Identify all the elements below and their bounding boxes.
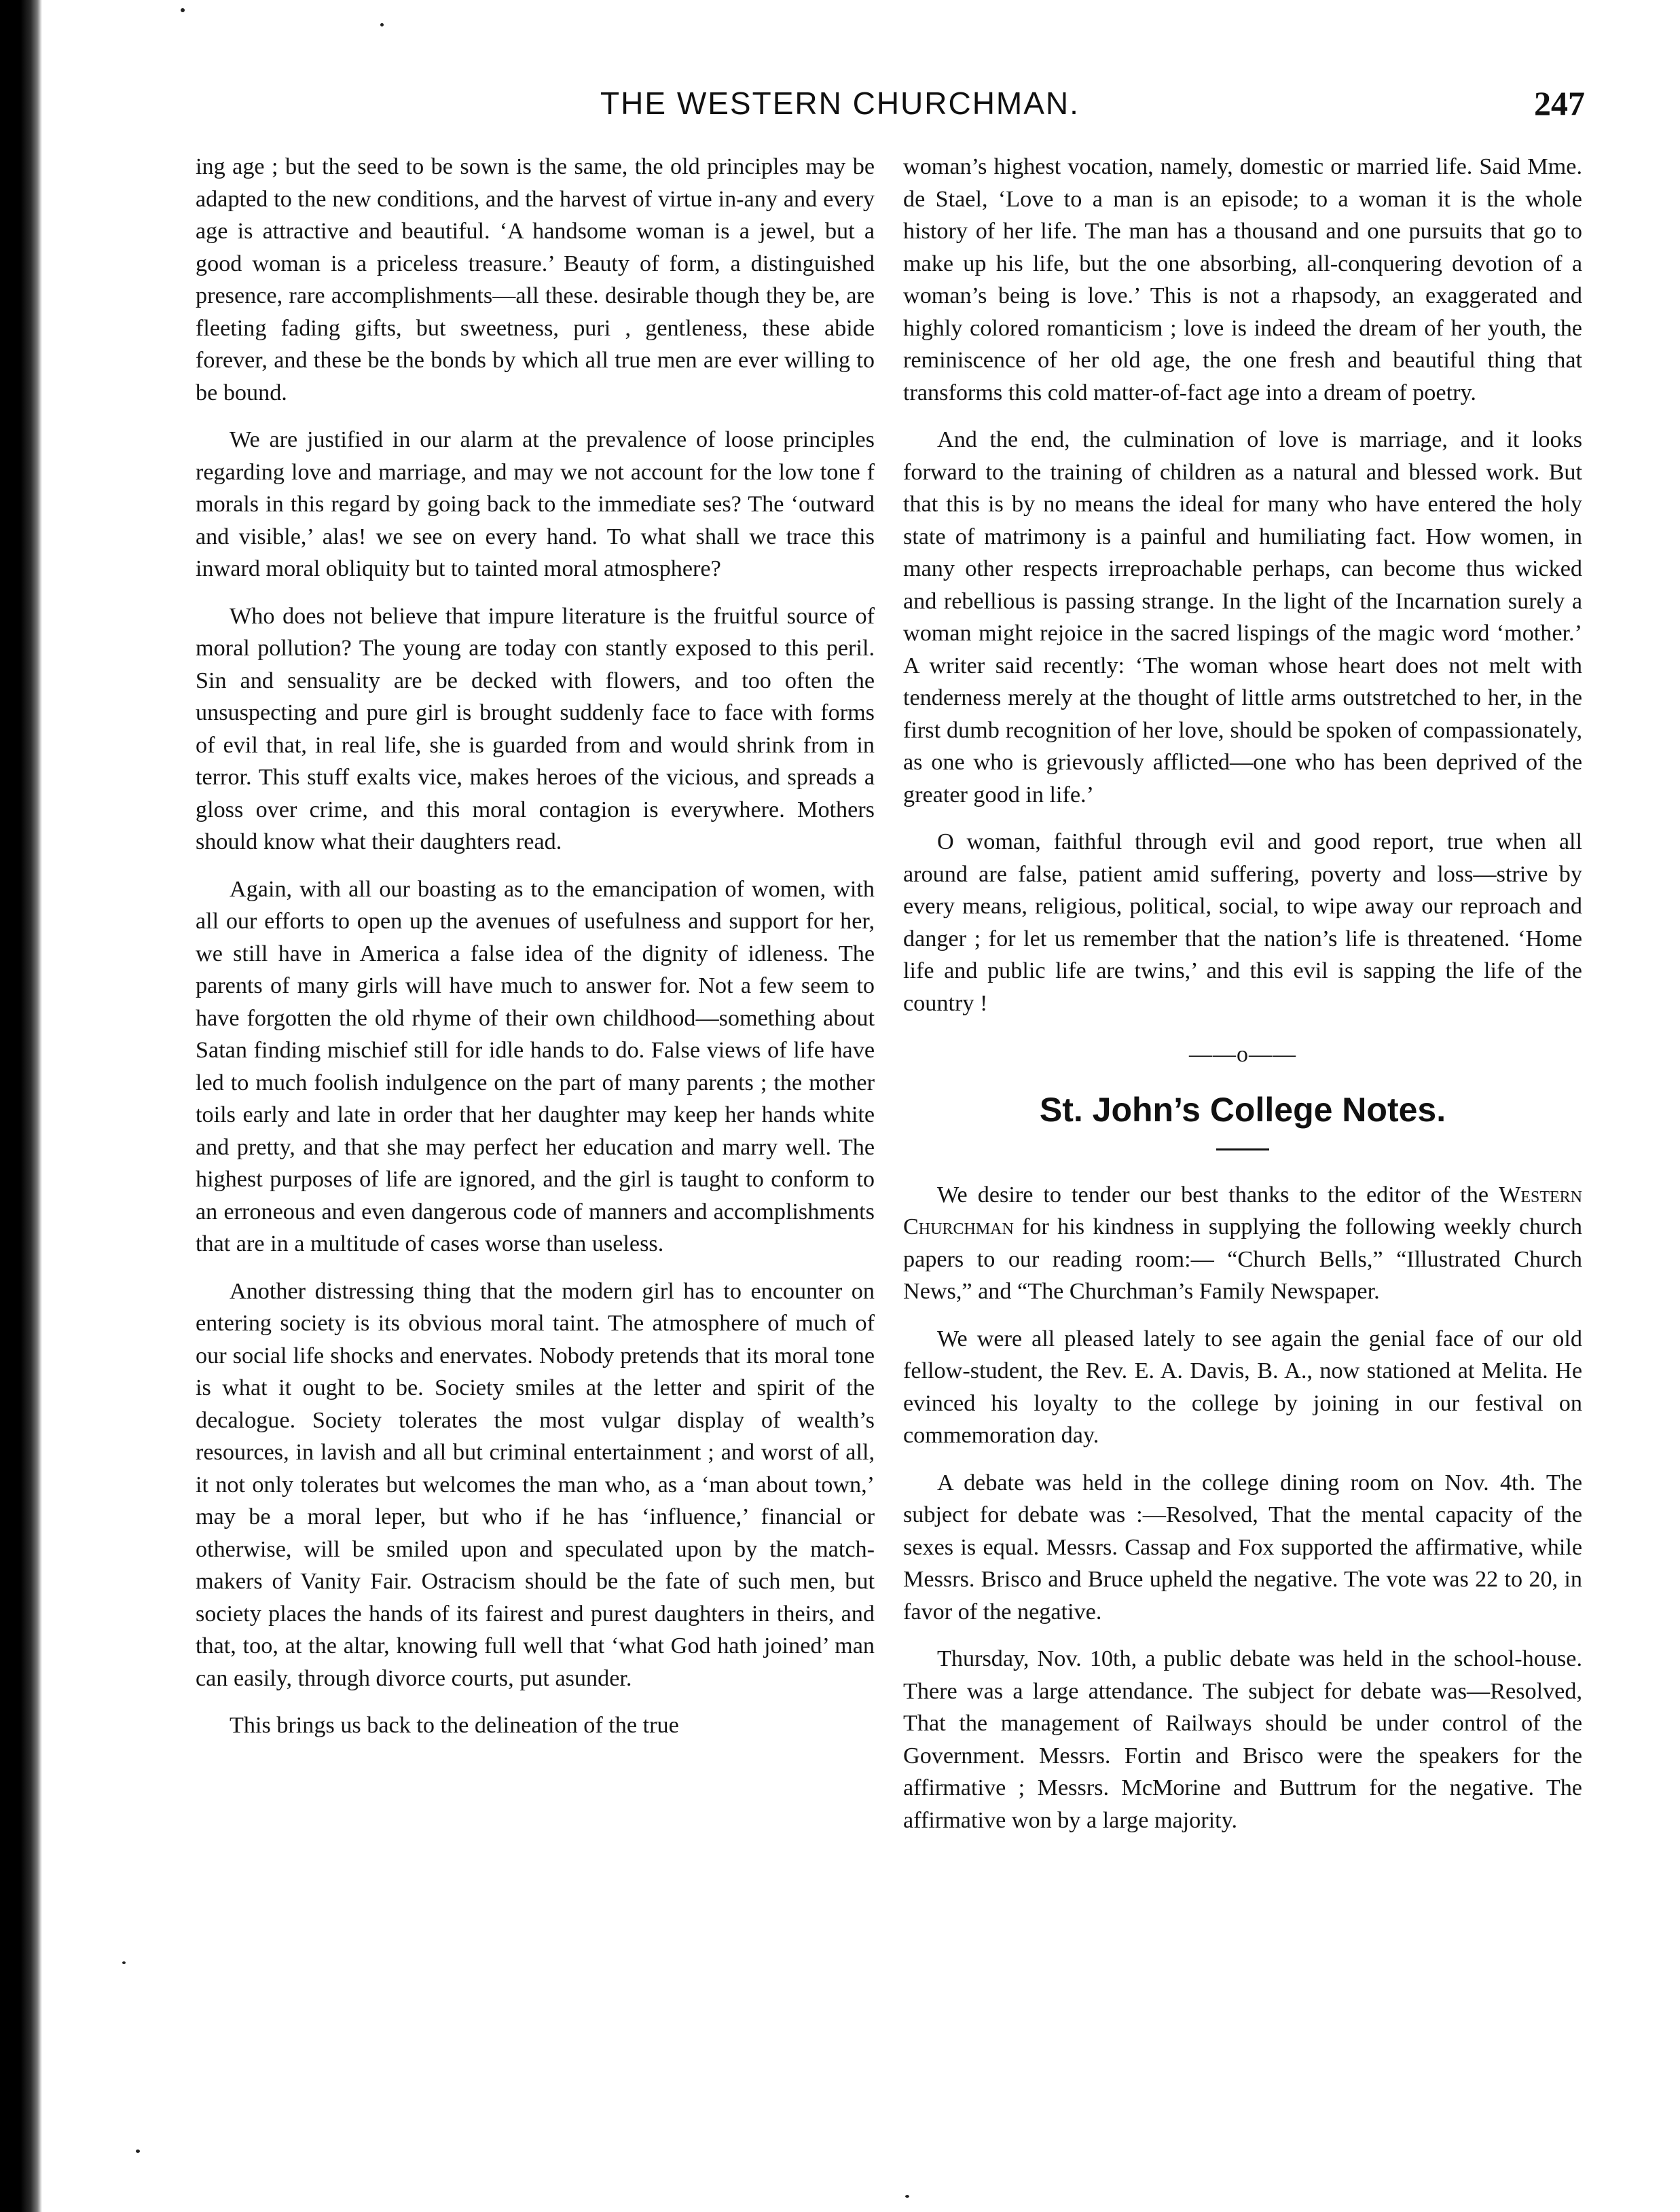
note-text: We desire to tender our best thanks to the editor of the <box>937 1182 1489 1208</box>
note-paragraph: We were all pleased lately to see again the genial face of our old fellow-student, the Rev. E. A. Davis, B. A., now stationed at Melita. He evinced his loyalty to the college by joining in our festival on commemoration day. <box>903 1326 1582 1448</box>
running-title: THE WESTERN CHURCHMAN. <box>600 86 1080 121</box>
note-paragraph: Thursday, Nov. 10th, a public debate was held in the school-house. There was a large attendance. The subject for debate was—Resolved, That the management of Railways should be under control of the Government. Messrs. Fortin and Brisco were the speakers for the affirmative ; Messrs. McMorine and Buttrum for the negative. The affirmative won by a large majority. <box>903 1646 1582 1833</box>
title-rule <box>1216 1148 1269 1150</box>
article-paragraph: And the end, the culmination of love is marriage, and it looks forward to the training of children as a natural and blessed work. But that this is by no means the ideal for many who have entered the holy state of matrimony is a painful and humiliating fact. How women, in many other respects irreproachable perhaps, can become thus wicked and rebellious is passing strange. In the light of the Incarnation surely a woman might rejoice in the sacred lispings of the magic word ‘mother.’ A writer said recently: ‘The woman whose heart does not melt with tenderness merely at the thought of little arms outstretched to her, in the first dumb recognition of her love, should be spoken of compassionately, as one who is grievously afflicted—one who has been deprived of the greater good in life.’ <box>903 427 1582 808</box>
article-paragraph: Who does not believe that impure literature is the fruitful source of moral pollution? The young are today con stantly exposed to this peril. Sin and sensuality are be decked with flowers, and too often the unsuspecting and pure girl is brought suddenly face to face with forms of evil that, in real life, she is guarded from and would shrink from in terror. This stuff exalts vice, makes heroes of the vicious, and spreads a gloss over crime, and this moral contagion is everywhere. Mothers should know what their daughters read. <box>196 603 875 854</box>
scan-speck <box>136 2150 140 2153</box>
article-continuation: woman’s highest vocation, namely, domestic or married life. Said Mme. de Stael, ‘Love to a man is an episode; to a woman it is the whole history of her life. The man has a thousand and one pursuits that go to make up his life, but the one absorbing, all-conquering devotion of a woman’s being is love.’ This is not a rhapsody, an exaggerated and highly colored romanticism ; love is indeed the dream of her youth, the reminiscence of her old age, the one fresh and beautiful thing that transforms this cold matter-of-fact age into a dream of poetry. <box>903 154 1582 405</box>
scan-speck <box>181 8 185 12</box>
note-text: for his kindness in supplying the following weekly church papers to our reading room:— “Church Bells,” “Illustrated Church News,” and “The Churchman’s Family Newspaper. <box>903 1214 1583 1304</box>
article-paragraph: ing age ; but the seed to be sown is the same, the old principles may be adapted to the new conditions, and the harvest of virtue in-any and every age is attractive and beautiful. ‘A handsome woman is a jewel, but a good woman is a priceless treasure.’ Beauty of form, a distinguished presence, rare accomplishments—all these. desirable though they be, are fleeting fading gifts, but sweetness, puri , gentleness, these abide forever, and these be the bonds by which all true men are ever willing to be bound. <box>196 154 875 405</box>
article-paragraph: Another distressing thing that the modern girl has to encounter on entering society is its obvious moral taint. The atmosphere of much of our social life shocks and enervates. Nobody pretends that its moral tone is what it ought to be. Society smiles at the letter and spirit of the decalogue. Society tolerates the most vulgar display of wealth’s resources, in lavish and all but criminal entertainment ; and worst of all, it not only tolerates but welcomes the man who, as a ‘man about town,’ may be a moral leper, but who if he has ‘influence,’ financial or otherwise, will be smiled upon and speculated upon by the match-makers of Vanity Fair. Ostracism should be the fate of such men, but society places the hands of its fairest and purest daughters in theirs, and that, too, at the altar, knowing full well that ‘what God hath joined’ man can easily, through divorce courts, put asunder. <box>196 1278 875 1691</box>
article-paragraph: We are justified in our alarm at the prevalence of loose principles regarding love and marriage, and may we not account for the low tone f morals in this regard by going back to the immediate ses? The ‘outward and visible,’ alas! we see on every hand. To what shall we trace this inward moral obliquity but to tainted moral atmosphere? <box>196 427 875 581</box>
scan-speck <box>905 2195 909 2198</box>
article-paragraph: Again, with all our boasting as to the emancipation of women, with all our efforts to open up the avenues of usefulness and support for her, we still have in America a false idea of the dignity of idleness. The parents of many girls will have much to answer for. Not a few seem to have forgotten the old rhyme of their own childhood—something about Satan finding mischief still for idle hands to do. False views of life have led to much foolish indulgence on the part of many parents ; the mother toils early and late in order that her daughter may keep her hands white and pretty, and that she may perfect her education and marry well. The highest purposes of life are ignored, and the girl is taught to conform to an erroneous and even dangerous code of manners and accomplishments that are in a multitude of cases worse than useless. <box>196 876 875 1256</box>
article-paragraph: O woman, faithful through evil and good report, true when all around are false, patient amid suffering, poverty and loss—strive by every means, religious, political, social, to wipe away our reproach and danger ; for let us remember that the nation’s life is threatened. ‘Home life and public life are twins,’ and this evil is sapping the life of the country ! <box>903 829 1582 1016</box>
page-header <box>0 85 1680 132</box>
left-column <box>196 151 875 1742</box>
page-number: 247 <box>1534 84 1585 122</box>
note-paragraph: A debate was held in the college dining room on Nov. 4th. The subject for debate was :—Resolved, That the mental capacity of the sexes is equal. Messrs. Cassap and Fox supported the affirmative, while Messrs. Brisco and Bruce upheld the negative. The vote was 22 to 20, in favor of the negative. <box>903 1470 1582 1625</box>
article-paragraph: This brings us back to the delineation of the true <box>230 1713 679 1738</box>
note-paragraph <box>903 1179 1582 1308</box>
publication-name: Western Churchman <box>903 1182 1583 1239</box>
binding-shadow <box>0 0 42 2212</box>
scan-speck <box>380 23 384 26</box>
section-divider: ——o—— <box>1189 1042 1296 1067</box>
right-column <box>903 151 1582 1836</box>
section-title: St. John’s College Notes. <box>1039 1090 1446 1129</box>
scan-speck <box>122 1961 126 1964</box>
